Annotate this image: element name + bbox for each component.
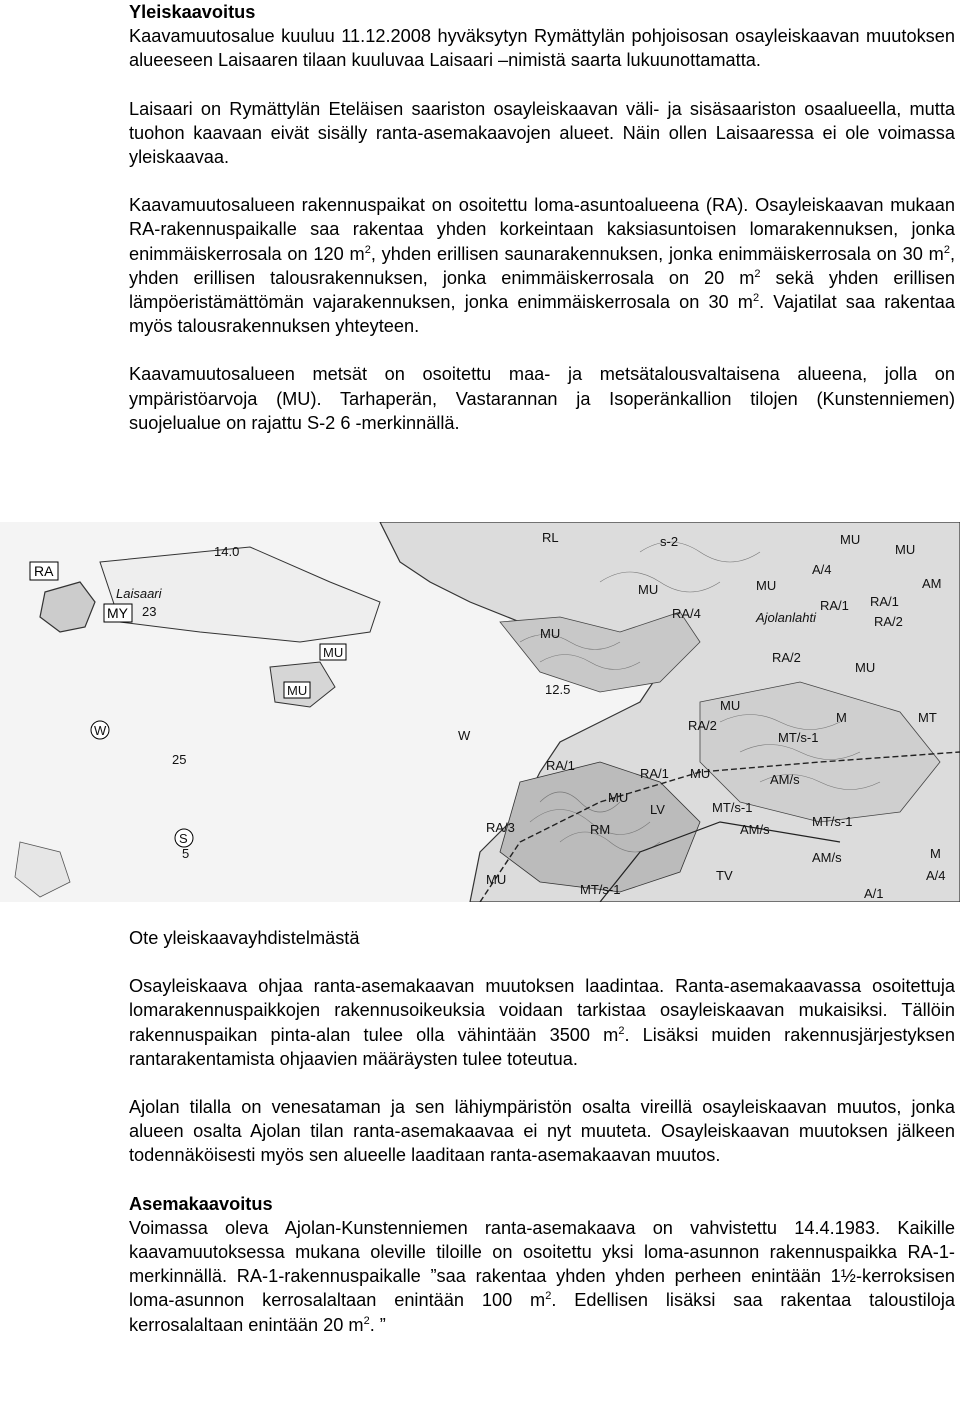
map-label: MT/s-1	[580, 882, 621, 897]
map-label: MT/s-1	[712, 800, 753, 815]
map-label: RA/1	[546, 758, 575, 773]
paragraph-6: Ajolan tilalla on venesataman ja sen lähiympäristön osalta vireillä osayleiskaavan muutos, jonka alueen osalta Ajolan tilan ranta-asemakaavaa ei nyt muuteta. Osayleiskaavan muutoksen jälkeen todennäköisesti myös sen alueelle laaditaan ranta-asemakaavan muutos.	[129, 1097, 955, 1166]
superscript: 2	[545, 1290, 552, 1303]
map-label: MU	[756, 578, 777, 593]
document-top	[129, 0, 955, 435]
p3-part-b: , yhden erillisen saunarakennuksen, jonka enimmäiskerrosala on 30 m	[370, 243, 944, 264]
map-label: MT/s-1	[812, 814, 853, 829]
zoning-map-image	[0, 522, 960, 902]
map-label: AM/s	[770, 772, 800, 787]
map-label: MT	[918, 710, 937, 725]
superscript: 2	[943, 243, 950, 256]
map-label: 25	[172, 752, 187, 767]
map-label: M	[836, 710, 847, 725]
map-label: LV	[650, 802, 665, 817]
p3-part-d: sekä yhden erillisen lämpöeristämättömän vajarakennuksen, jonka enimmäiskerrosala on 30 m	[129, 267, 955, 313]
map-label: RA/1	[870, 594, 899, 609]
map-label: A/4	[812, 562, 832, 577]
p7-part-a: Voimassa oleva Ajolan-Kunstenniemen ranta-asemakaava on vahvistettu 14.4.1983. Kaikille kaavamuutoksessa mukana oleville tiloille on osoitettu yksi loma-asunnon rakennuspaikka RA-1-merkinnällä. RA-1-rakennuspaikalle ”saa rakentaa yhden yhden perheen enintään 1½-kerroksisen loma-asunnon kerrosalaltaan enintään 100 m	[129, 1217, 955, 1311]
map-caption: Ote yleiskaavayhdistelmästä	[129, 928, 360, 948]
map-label: Ajolanlahti	[756, 610, 816, 625]
map-label: RA/1	[640, 766, 669, 781]
map-label: 23	[142, 604, 157, 619]
map-label: A/1	[864, 886, 884, 901]
map-label: RA/3	[486, 820, 515, 835]
p3-part-c: , yhden erillisen talousrakennuksen, jonka enimmäiskerrosala on 20 m	[129, 243, 955, 288]
map-label: RA/1	[820, 598, 849, 613]
map-label: TV	[716, 868, 733, 883]
superscript: 2	[754, 267, 761, 280]
map-label: RL	[542, 530, 559, 545]
map-label: RM	[590, 822, 611, 837]
map-label: MU	[895, 542, 916, 557]
p3-part-a: Kaavamuutosalueen rakennuspaikat on osoitettu loma-asuntoalueena (RA). Osayleiskaavan mukaan RA-rakennuspaikalle saa rakentaa yhden korkeintaan kaksiasuntoisen lomarakennuksen, jonka enimmäiskerrosala on 120 m	[129, 195, 955, 264]
map-label: RA/4	[672, 606, 701, 621]
superscript: 2	[752, 291, 760, 304]
map-label: RA/2	[688, 718, 717, 733]
map-label: A/4	[926, 868, 946, 883]
map-label: 5	[182, 846, 190, 861]
paragraph-7	[129, 1216, 955, 1337]
p5-part-b: . Lisäksi muiden rakennusjärjestyksen rantarakentamista ohjaavien määräysten tulee toteutua.	[129, 1024, 955, 1069]
map-label: MT/s-1	[778, 730, 819, 745]
map-label: MU	[486, 872, 507, 887]
heading-asemakaavoitus: Asemakaavoitus	[129, 1193, 273, 1214]
map-label: MU	[323, 645, 344, 660]
map-label: AM/s	[740, 822, 770, 837]
paragraph-4: Kaavamuutosalueen metsät on osoitettu maa- ja metsätalousvaltaisena alueena, jolla on ympäristöarvoja (MU). Tarhaperän, Vastarannan ja Isoperänkallion tilojen (Kunstenniemen) suojelualue on rajattu S-2 6 -merkinnällä.	[129, 364, 955, 433]
map-label: MU	[608, 790, 629, 805]
map-label: MU	[287, 683, 308, 698]
map-label: RA/2	[874, 614, 903, 629]
paragraph-5	[129, 974, 955, 1071]
map-label: W	[458, 728, 471, 743]
p3-part-e: . Vajatilat saa rakentaa myös talousrakennuksen yhteyteen.	[129, 292, 956, 337]
map-label: MU	[855, 660, 876, 675]
paragraph-3	[129, 193, 955, 338]
map-label: RA/2	[772, 650, 801, 665]
map-label: MU	[720, 698, 741, 713]
map-label: 14.0	[214, 544, 240, 559]
map-label: MY	[107, 605, 128, 621]
heading-yleiskaavoitus: Yleiskaavoitus	[129, 2, 256, 22]
map-label: M	[930, 846, 941, 861]
map-label: AM	[922, 576, 942, 591]
map-label: MU	[690, 766, 711, 781]
map-label: MU	[638, 582, 659, 597]
p7-part-c: . ”	[369, 1314, 386, 1335]
paragraph-1: Kaavamuutosalue kuuluu 11.12.2008 hyväksytyn Rymättylän pohjoisosan osayleiskaavan muutoksen alueeseen Laisaaren tilaan kuuluvaa Laisaari –nimistä saarta lukuunottamatta.	[129, 26, 955, 71]
map-label: RA	[34, 563, 54, 579]
map-label: S	[179, 831, 188, 846]
map-label: 12.5	[545, 682, 571, 697]
map-label: MU	[840, 532, 861, 547]
map-label: Laisaari	[116, 586, 162, 601]
map-label: W	[94, 723, 107, 738]
p7-part-b: . Edellisen lisäksi saa rakentaa taloustiloja kerrosalaltaan enintään 20 m	[129, 1290, 956, 1335]
paragraph-2: Laisaari on Rymättylän Eteläisen saariston osayleiskaavan väli- ja sisäsaariston osaalueella, mutta tuohon kaavaan eivät sisälly ranta-asemakaavojen alueet. Näin ollen Laisaaressa ei ole voimassa yleiskaavaa.	[129, 98, 955, 168]
superscript: 2	[364, 243, 371, 256]
superscript: 2	[618, 1024, 625, 1037]
p5-part-a: Osayleiskaava ohjaa ranta-asemakaavan muutoksen laadintaa. Ranta-asemakaavassa osoitettuja lomarakennuspaikkojen rakennusoikeuksia voidaan tarkistaa osayleiskaavan mukaisiksi. Tällöin rakennuspaikan pinta-alan tulee olla vähintään 3500 m	[129, 976, 955, 1045]
map-label: AM/s	[812, 850, 842, 865]
map-drawing	[0, 522, 960, 902]
map-label: s-2	[660, 534, 679, 549]
document-bottom	[129, 926, 955, 1337]
map-label: MU	[540, 626, 561, 641]
superscript: 2	[363, 1314, 370, 1327]
